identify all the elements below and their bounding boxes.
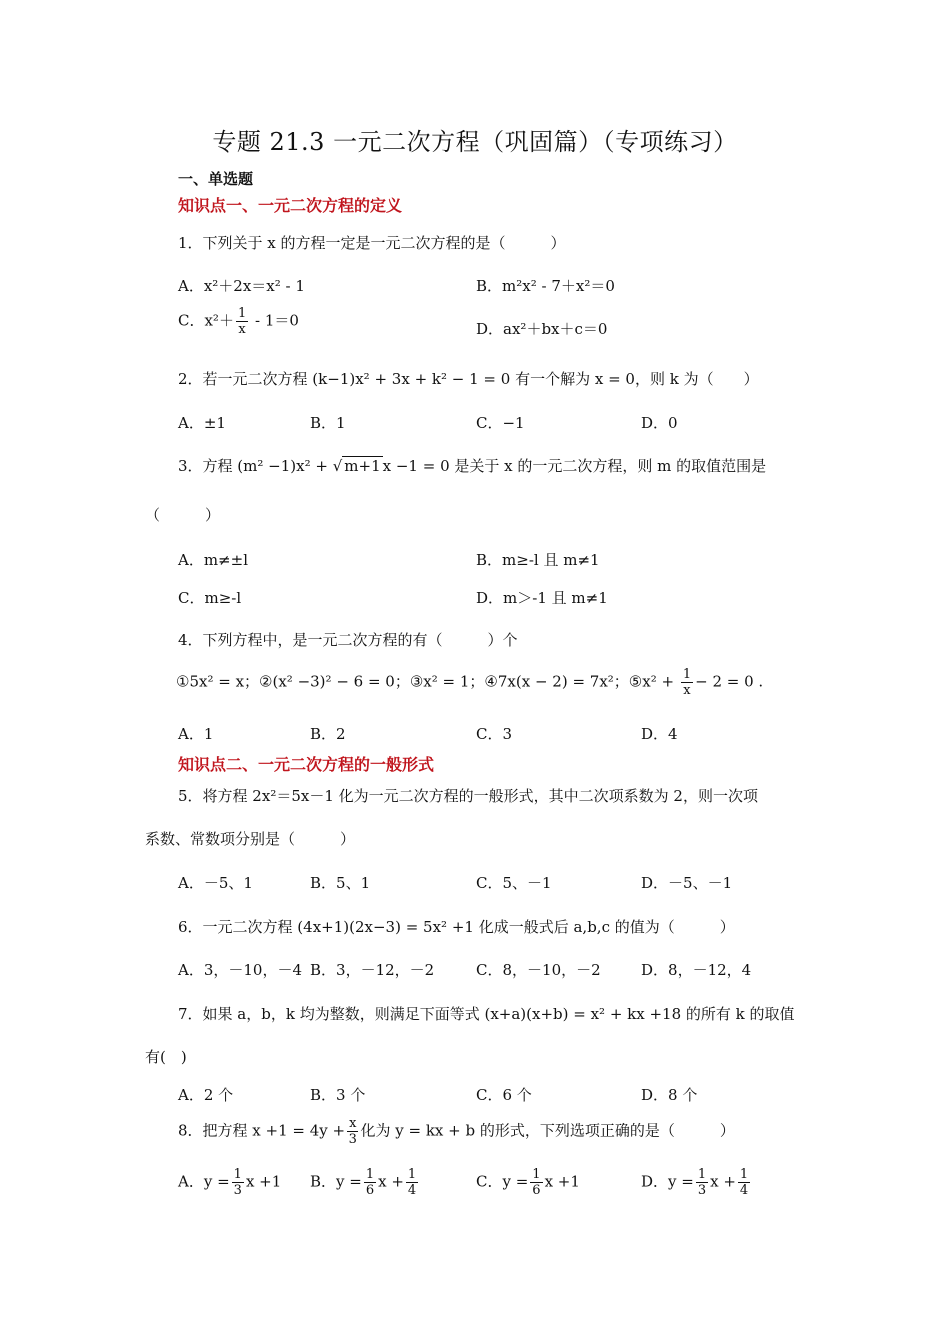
question-4-equations: ①5x² = x；②(x² −3)² − 6 = 0；③x² = 1；④7x(x − 2) = 7x²；⑤x² + $\frac{1}{x}$ − 2 = 0 . [176, 667, 764, 698]
question-1-option-a: A．x²＋2x＝x² - 1 [178, 277, 305, 295]
question-6-option-b: B．3，－12，－2 [310, 961, 435, 979]
question-3-paren: （ ） [145, 506, 221, 524]
question-8-option-c: C．y = $\frac{1}{6}$ x +1 [476, 1167, 580, 1198]
knowledge-point-2: 知识点二、一元二次方程的一般形式 [178, 755, 435, 774]
question-7-option-b: B．3 个 [310, 1086, 366, 1104]
question-5-option-c: C．5、－1 [476, 874, 552, 892]
question-4-option-c: C．3 [476, 725, 513, 743]
question-8-stem: 8．把方程 x +1 = 4y + $\frac{x}{3}$ 化为 y = kx + b 的形式，下列选项正确的是（ ） [178, 1116, 735, 1147]
question-1-option-d: D．ax²＋bx＋c＝0 [476, 320, 608, 338]
question-7-option-c: C．6 个 [476, 1086, 532, 1104]
question-3-option-a: A．m≠±l [178, 551, 248, 569]
question-3-option-c: C．m≥-l [178, 589, 242, 607]
question-1-stem: 1．下列关于 x 的方程一定是一元二次方程的是（ ） [178, 234, 566, 252]
question-7-option-a: A．2 个 [178, 1086, 234, 1104]
question-6-option-a: A．3，－10，－4 [178, 961, 303, 979]
question-8-option-a: A．y = $\frac{1}{3}$ x +1 [178, 1167, 282, 1198]
question-2-option-d: D．0 [641, 414, 678, 432]
question-2-option-b: B．1 [310, 414, 346, 432]
question-8-option-b: B．y = $\frac{1}{6}$ x + $\frac{1}{4}$ [310, 1167, 417, 1198]
question-7-option-d: D．8 个 [641, 1086, 698, 1104]
question-2-option-c: C．−1 [476, 414, 525, 432]
question-4-option-d: D．4 [641, 725, 678, 743]
question-8-option-d: D．y = $\frac{1}{3}$ x + $\frac{1}{4}$ [641, 1167, 749, 1198]
page-title: 专题 21.3 一元二次方程（巩固篇）（专项练习） [212, 128, 738, 156]
question-2-stem: 2．若一元二次方程 (k−1)x² + 3x + k² − 1 = 0 有一个解为 x = 0，则 k 为（ ） [178, 370, 759, 388]
question-1-option-b: B．m²x² - 7＋x²＝0 [476, 277, 615, 295]
question-3-option-d: D．m＞-1 且 m≠1 [476, 589, 608, 607]
question-5-option-a: A．－5、1 [178, 874, 253, 892]
question-5-option-b: B．5、1 [310, 874, 371, 892]
question-4-option-b: B．2 [310, 725, 346, 743]
question-5-stem: 5．将方程 2x²＝5x－1 化为一元二次方程的一般形式，其中二次项系数为 2，则一次项 [178, 787, 758, 805]
question-6-option-c: C．8，－10，－2 [476, 961, 601, 979]
section-heading: 一、单选题 [178, 170, 254, 188]
question-3-option-b: B．m≥-l 且 m≠1 [476, 551, 600, 569]
question-4-option-a: A．1 [178, 725, 214, 743]
question-6-option-d: D．8，－12，4 [641, 961, 752, 979]
question-1-option-c: C．x²＋ $\frac{1}{x}$ - 1＝0 [178, 306, 299, 337]
question-6-stem: 6．一元二次方程 (4x+1)(2x−3) = 5x² +1 化成一般式后 a,b,c 的值为（ ） [178, 918, 735, 936]
question-5-option-d: D．－5、－1 [641, 874, 733, 892]
question-7-continuation: 有( ) [145, 1048, 187, 1066]
question-7-stem: 7．如果 a，b，k 均为整数，则满足下面等式 (x+a)(x+b) = x² + kx +18 的所有 k 的取值 [178, 1005, 795, 1023]
question-5-continuation: 系数、常数项分别是（ ） [145, 830, 356, 848]
question-2-option-a: A．±1 [178, 414, 226, 432]
question-3-stem: 3．方程 (m² −1)x² + √ m+1 x −1 = 0 是关于 x 的一元二次方程，则 m 的取值范围是 [178, 457, 767, 475]
knowledge-point-1: 知识点一、一元二次方程的定义 [178, 196, 403, 215]
question-4-stem: 4．下列方程中，是一元二次方程的有（ ）个 [178, 631, 518, 649]
